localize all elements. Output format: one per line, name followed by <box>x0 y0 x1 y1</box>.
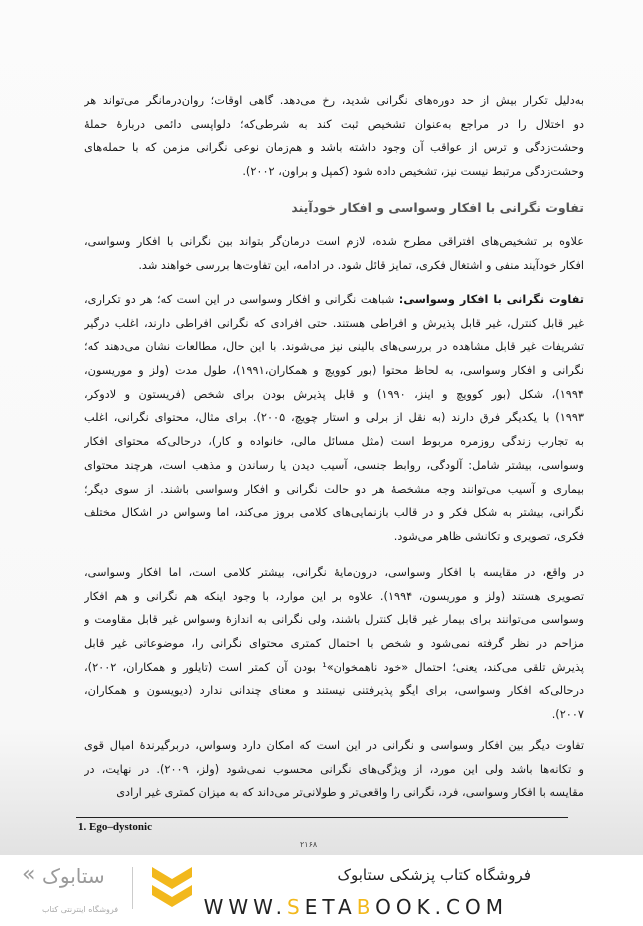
text-line <box>84 734 584 758</box>
text-line <box>84 136 584 160</box>
text-line <box>84 406 584 430</box>
shop-name: فروشگاه کتاب پزشکی ستابوک <box>337 866 531 884</box>
line-text: شباهت نگرانی و افکار وسواسی در این است که؛ هر دو تکراری، <box>84 293 399 306</box>
line-text: و تکانه‌ها باشد ولی این مورد، از ویژگی‌های نگرانی محسوب نمی‌شود (ولز، ۲۰۰۹). در نهایت، در <box>84 762 584 776</box>
text-line <box>84 478 584 502</box>
line-text: ۱۹۹۴)، شکل (بور کوویچ و اینز، ۱۹۹۰) و قابل پذیرش بودن برای شخص (فریستون و لادوکر، <box>84 387 584 401</box>
text-line <box>84 230 584 254</box>
logo-text: ستابوک <box>42 864 105 888</box>
url-part: ETA <box>304 895 357 919</box>
line-text: مقایسه با افکار وسواسی، فرد، نگرانی را واقعی‌تر و طولانی‌تر می‌داند که به میزان کمتری غیر ارادی <box>116 786 584 800</box>
text-line <box>84 160 584 184</box>
paragraph-5 <box>84 734 584 805</box>
line-text: وسواسی، بیشتر شامل: آلودگی، روابط جنسی، آسیب دیدن یا رساندن و مذهب است، هرچند محتوای <box>84 458 584 472</box>
line-text: پذیرش تلقی می‌کند، یعنی؛ احتمال «خود ناهمخوان»¹ بودن آن کمتر است (تایلور و همکاران، ۲۰۰۲)، <box>84 660 584 674</box>
text-line <box>84 781 584 805</box>
line-text: وحشت‌زدگی مرتبط نیست نیز، تشخیص داده شود (کمپل و براون، ۲۰۰۲). <box>242 165 584 179</box>
line-text: غیر قابل کنترل، غیر قابل پذیرش و افراطی هستند. حتی افرادی که نگرانی افراطی دارند، اغلب درگیر <box>84 316 584 330</box>
text-line <box>84 113 584 137</box>
line-text: علاوه بر تشخیص‌های افتراقی مطرح شده، لازم است درمان‌گر بتواند بین نگرانی با افکار وسواسی، <box>84 235 584 248</box>
line-text: درحالی‌که افکار وسواسی، برای ایگو پذیرفتنی نیستند و معنای چندانی ندارد (دیویسون و همکاران، <box>84 684 584 698</box>
line-text: ۱۹۹۳) با یکدیگر فرق دارند (به نقل از برلی و استار چویچ، ۲۰۰۵). برای مثال، محتوای نگرانی، اغلب <box>84 411 584 425</box>
line-text: ۲۰۰۷). <box>551 708 584 722</box>
line-text: دو اختلال را در مراجع به‌عنوان تشخیص ثبت کند به شرطی‌که؛ دلواپسی دائمی دربارهٔ حملهٔ <box>84 117 584 131</box>
paragraph-4 <box>84 561 584 727</box>
text-line <box>84 288 584 312</box>
text-line <box>84 254 584 278</box>
text-line <box>84 585 584 609</box>
text-line <box>84 758 584 782</box>
text-line <box>84 703 584 727</box>
text-line <box>84 679 584 703</box>
section-heading: تفاوت نگرانی با افکار وسواسی و افکار خودآیند <box>291 200 584 215</box>
text-line <box>84 383 584 407</box>
line-text: تصویری هستند (ولز و موریسون، ۱۹۹۴). علاوه بر این موارد، با وجود اینکه هم نگرانی و هم افکار <box>84 589 584 603</box>
line-text: مزاحم در نظر گرفته نمی‌شود و شخص با احتمال کمتری محتوای نگرانی را، موضوعاتی غیر قابل <box>84 637 584 651</box>
url-part: OOK.COM <box>375 895 508 919</box>
text-line <box>84 561 584 585</box>
footnote: 1. Ego–dystonic <box>78 821 152 833</box>
logo-divider <box>132 867 133 909</box>
publisher-footer <box>0 855 643 926</box>
line-text: نگرانی، بیشتر به شکل فکر و در قالب بازنمایی‌های کلامی بروز می‌کند، اما وسواس در اشکال مختلف <box>84 506 584 520</box>
text-line <box>84 359 584 383</box>
line-text: وحشت‌زدگی و ترس از عواقب آن وجود داشته باشد و هم‌زمان نوعی نگرانی مزمن که با حمله‌های <box>84 141 584 155</box>
footnote-divider <box>76 817 568 818</box>
paragraph-3 <box>84 288 584 549</box>
line-text: بیماری و آسیب می‌توانند وجه مشخصهٔ هر دو حالت نگرانی و افکار وسواسی باشند. از سوی دیگر؛ <box>84 482 584 496</box>
text-line <box>84 335 584 359</box>
website-url[interactable] <box>204 895 508 919</box>
line-text: افکار خودآیند منفی و اشتغال فکری، تمایز قائل شود. در ادامه، این تفاوت‌ها بررسی خواهند شد. <box>138 258 584 272</box>
double-chevron-icon: « <box>22 862 36 887</box>
setabook-logo-icon <box>150 865 194 915</box>
paragraph-2 <box>84 230 584 277</box>
line-text: فکری، تصویری و تکانشی ظاهر می‌شود. <box>393 529 584 543</box>
text-line <box>84 454 584 478</box>
text-line <box>84 89 584 113</box>
line-text: در واقع، در مقایسه با افکار وسواسی، درون‌مایهٔ نگرانی، بیشتر کلامی است، اما افکار وسواسی، <box>84 566 584 579</box>
line-text: تفاوت دیگر بین افکار وسواسی و نگرانی در این است که امکان دارد وسواس، دربرگیرندهٔ امیال قوی <box>84 739 584 752</box>
logo-subtitle: فروشگاه اینترنتی کتاب <box>42 905 119 914</box>
line-text: به‌دلیل تکرار بیش از حد دوره‌های نگرانی شدید، رخ می‌دهد. گاهی اوقات؛ روان‌درمانگر می‌تواند هر <box>84 94 584 107</box>
line-text: تشریفات غیر قابل مشاهده در بررسی‌های بالینی نیز می‌شوند. با این حال، مطالعات نشان می‌دهند که؛ <box>84 340 584 354</box>
text-line <box>84 312 584 336</box>
text-line <box>84 430 584 454</box>
url-part: WWW. <box>203 895 288 919</box>
text-line <box>84 525 584 549</box>
paragraph-1 <box>84 89 584 184</box>
text-line <box>84 501 584 525</box>
line-text: نگرانی و افکار وسواسی، به لحاظ محتوا (بور کوویچ و همکاران،۱۹۹۱)، طول مدت (ولز و موریسون، <box>84 364 584 378</box>
text-line <box>84 656 584 680</box>
lead-term: تفاوت نگرانی با افکار وسواسی: <box>398 293 584 306</box>
url-part: B <box>356 895 376 919</box>
text-line <box>84 608 584 632</box>
line-text: وسواسی می‌توانند برای بیمار غیر قابل کنترل باشند، ولی نگرانی به اندازهٔ وسواس غیر قابل مقاومت و <box>84 613 584 627</box>
page-number: ۲۱۶۸ <box>300 840 318 849</box>
line-text: به تجارب زندگی روزمره مربوط است (مثل مسائل مالی، خانواده و کار)، درحالی‌که محتوای افکار <box>84 435 584 449</box>
url-part: S <box>287 895 305 919</box>
text-line <box>84 632 584 656</box>
